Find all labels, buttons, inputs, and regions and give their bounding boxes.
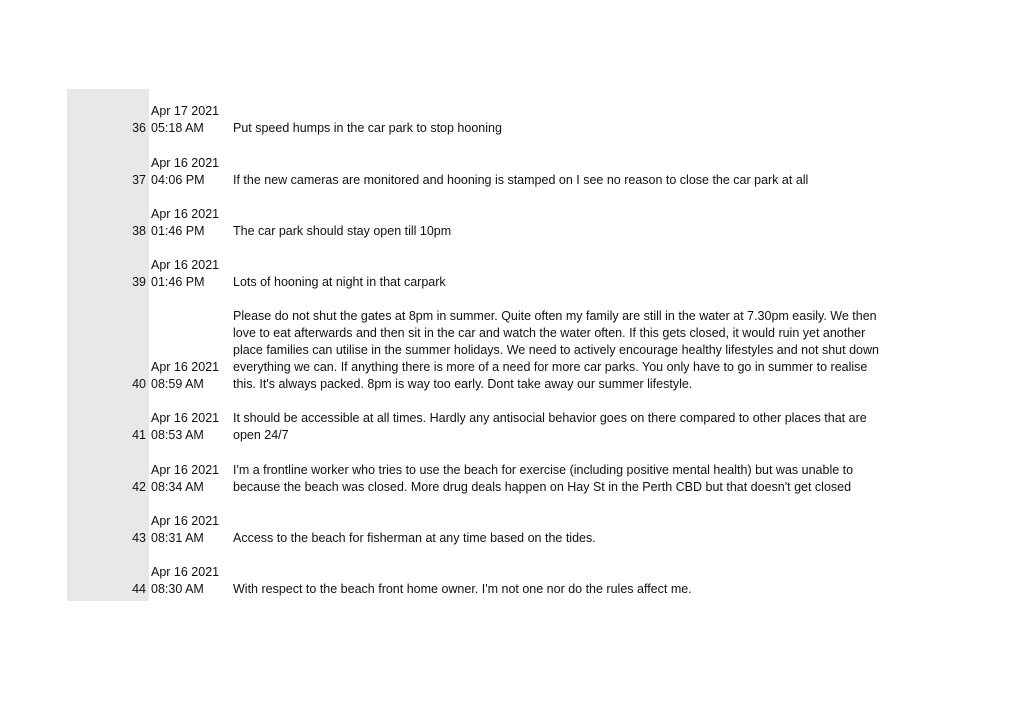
row-time: 04:06 PM: [151, 173, 205, 187]
row-comment: The car park should stay open till 10pm: [233, 224, 452, 238]
row-number: 37: [132, 173, 146, 187]
row-date: Apr 16 2021: [151, 207, 220, 221]
table-row: [67, 547, 897, 598]
row-comment: With respect to the beach front home owner. I'm not one nor do the rules affect me.: [233, 582, 692, 596]
row-datetime: [149, 410, 231, 444]
row-comment: It should be accessible at all times. Hardly any antisocial behavior goes on there compared to other places that are open 24/7: [233, 411, 867, 442]
row-time: 08:31 AM: [151, 531, 204, 545]
row-date: Apr 16 2021: [151, 463, 220, 477]
row-time: 08:30 AM: [151, 582, 204, 596]
table-row: [67, 393, 897, 444]
row-number: 39: [132, 275, 146, 289]
table-row: [67, 189, 897, 240]
table-row: [67, 444, 897, 496]
table-row: [67, 496, 897, 547]
row-datetime: [149, 359, 231, 393]
row-comment: If the new cameras are monitored and hooning is stamped on I see no reason to close the car park at all: [233, 173, 809, 187]
row-comment: Please do not shut the gates at 8pm in summer. Quite often my family are still in the water at 7.30pm easily. We then love to eat afterwards and then sit in the car and watch the water often. If this gets closed, it would ruin yet another place families can utilise in the summer holidays. We need to actively encourage healthy lifestyles and not shut down everything we can. If anything there is more of a need for more car parks. You only have to go in summer to realise this. It's always packed. 8pm is way too early. Dont take away our summer lifestyle.: [233, 309, 879, 391]
table-row: [67, 291, 897, 393]
row-date: Apr 16 2021: [151, 156, 220, 170]
row-number: 43: [132, 531, 146, 545]
row-date: Apr 16 2021: [151, 360, 220, 374]
table-row: [67, 240, 897, 291]
row-number: 38: [132, 224, 146, 238]
row-datetime: [149, 513, 231, 547]
row-datetime: [149, 564, 231, 598]
row-number: 42: [132, 480, 146, 494]
row-number: 36: [132, 121, 146, 135]
row-datetime: [149, 155, 231, 189]
row-date: Apr 16 2021: [151, 411, 220, 425]
row-comment: Put speed humps in the car park to stop hooning: [233, 121, 502, 135]
row-date: Apr 16 2021: [151, 565, 220, 579]
row-datetime: [149, 206, 231, 240]
row-datetime: [149, 257, 231, 291]
comments-table: [67, 103, 897, 598]
row-number: 40: [132, 377, 146, 391]
table-row: [67, 103, 897, 137]
row-comment: Access to the beach for fisherman at any time based on the tides.: [233, 531, 596, 545]
row-number: 41: [132, 428, 146, 442]
table-row: [67, 137, 897, 189]
row-time: 08:53 AM: [151, 428, 204, 442]
row-time: 08:59 AM: [151, 377, 204, 391]
row-number: 44: [132, 582, 146, 596]
row-time: 08:34 AM: [151, 480, 204, 494]
row-comment: I'm a frontline worker who tries to use the beach for exercise (including positive mental health) but was unable to because the beach was closed. More drug deals happen on Hay St in the Perth CBD but that doesn't get closed: [233, 463, 854, 494]
row-datetime: [149, 103, 231, 137]
row-date: Apr 16 2021: [151, 514, 220, 528]
row-time: 01:46 PM: [151, 224, 205, 238]
row-date: Apr 16 2021: [151, 258, 220, 272]
row-time: 05:18 AM: [151, 121, 204, 135]
row-comment: Lots of hooning at night in that carpark: [233, 275, 446, 289]
row-datetime: [149, 462, 231, 496]
row-time: 01:46 PM: [151, 275, 205, 289]
row-date: Apr 17 2021: [151, 104, 220, 118]
